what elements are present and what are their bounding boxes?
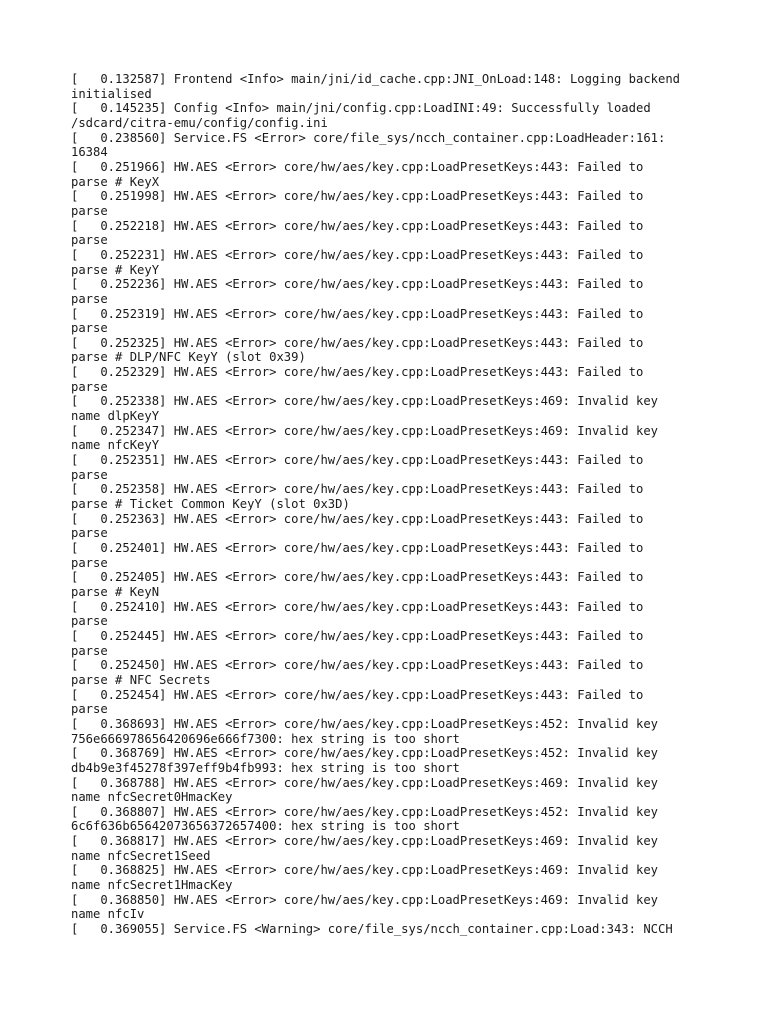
log-line: [ 0.368788] HW.AES <Error> core/hw/aes/key.cpp:LoadPresetKeys:469: Invalid key (71, 775, 658, 790)
log-line: parse # KeyN (71, 584, 160, 599)
log-line: parse (71, 614, 108, 629)
log-line: [ 0.252410] HW.AES <Error> core/hw/aes/key.cpp:LoadPresetKeys:443: Failed to (71, 599, 644, 614)
log-line: [ 0.252450] HW.AES <Error> core/hw/aes/key.cpp:LoadPresetKeys:443: Failed to (71, 658, 644, 673)
log-line: [ 0.368817] HW.AES <Error> core/hw/aes/key.cpp:LoadPresetKeys:469: Invalid key (71, 834, 658, 849)
log-line: [ 0.252405] HW.AES <Error> core/hw/aes/key.cpp:LoadPresetKeys:443: Failed to (71, 570, 644, 585)
log-line: name nfcSecret1Seed (71, 848, 211, 863)
log-line: [ 0.252401] HW.AES <Error> core/hw/aes/key.cpp:LoadPresetKeys:443: Failed to (71, 541, 644, 555)
log-line: [ 0.252338] HW.AES <Error> core/hw/aes/key.cpp:LoadPresetKeys:469: Invalid key (71, 394, 658, 409)
log-line: [ 0.252236] HW.AES <Error> core/hw/aes/key.cpp:LoadPresetKeys:443: Failed to (71, 277, 644, 292)
log-line: [ 0.252445] HW.AES <Error> core/hw/aes/key.cpp:LoadPresetKeys:443: Failed to (71, 628, 644, 643)
log-line: /sdcard/citra-emu/config/config.ini (71, 115, 328, 130)
log-line: initialised (71, 86, 152, 101)
log-line: [ 0.368693] HW.AES <Error> core/hw/aes/key.cpp:LoadPresetKeys:452: Invalid key (71, 716, 658, 731)
log-line: [ 0.251966] HW.AES <Error> core/hw/aes/key.cpp:LoadPresetKeys:443: Failed to (71, 159, 644, 174)
log-line: parse (71, 467, 108, 482)
log-line: parse (71, 702, 108, 717)
log-line: 16384 (71, 145, 108, 160)
log-line: db4b9e3f45278f397eff9b4fb993: hex string is too short (71, 760, 460, 775)
log-line: name nfcIv (71, 907, 145, 922)
log-line: [ 0.252454] HW.AES <Error> core/hw/aes/key.cpp:LoadPresetKeys:443: Failed to (71, 687, 644, 702)
log-line: [ 0.252358] HW.AES <Error> core/hw/aes/key.cpp:LoadPresetKeys:443: Failed to (71, 482, 644, 497)
log-line: [ 0.132587] Frontend <Info> main/jni/id_cache.cpp:JNI_OnLoad:148: Logging backend (71, 72, 681, 86)
log-line: parse (71, 526, 108, 541)
log-line: [ 0.252325] HW.AES <Error> core/hw/aes/key.cpp:LoadPresetKeys:443: Failed to (71, 335, 644, 350)
log-line: [ 0.252363] HW.AES <Error> core/hw/aes/key.cpp:LoadPresetKeys:443: Failed to (71, 511, 644, 526)
log-line: [ 0.238560] Service.FS <Error> core/file_sys/ncch_container.cpp:LoadHeader:161: (71, 130, 666, 145)
log-line: [ 0.252347] HW.AES <Error> core/hw/aes/key.cpp:LoadPresetKeys:469: Invalid key (71, 423, 658, 438)
log-line: parse (71, 291, 108, 306)
log-lines (71, 72, 711, 937)
log-line: parse # KeyX (71, 174, 160, 189)
log-line: [ 0.368769] HW.AES <Error> core/hw/aes/key.cpp:LoadPresetKeys:452: Invalid key (71, 746, 658, 761)
log-line: parse (71, 321, 108, 336)
log-line: 6c6f636b65642073656372657400: hex string is too short (71, 819, 460, 834)
log-line: parse (71, 203, 108, 218)
log-line: parse (71, 379, 108, 394)
log-line: [ 0.251998] HW.AES <Error> core/hw/aes/key.cpp:LoadPresetKeys:443: Failed to (71, 189, 644, 204)
log-line: parse (71, 233, 108, 248)
log-line: [ 0.252329] HW.AES <Error> core/hw/aes/key.cpp:LoadPresetKeys:443: Failed to (71, 365, 644, 380)
log-output (71, 72, 711, 937)
log-line: [ 0.252218] HW.AES <Error> core/hw/aes/key.cpp:LoadPresetKeys:443: Failed to (71, 218, 644, 233)
log-line: parse # Ticket Common KeyY (slot 0x3D) (71, 497, 350, 512)
log-line: [ 0.368807] HW.AES <Error> core/hw/aes/key.cpp:LoadPresetKeys:452: Invalid key (71, 804, 658, 819)
log-line: parse (71, 643, 108, 658)
log-line: [ 0.252319] HW.AES <Error> core/hw/aes/key.cpp:LoadPresetKeys:443: Failed to (71, 306, 644, 321)
log-line: parse # KeyY (71, 262, 160, 277)
log-line: 756e666978656420696e666f7300: hex string is too short (71, 731, 460, 746)
log-line: [ 0.369055] Service.FS <Warning> core/file_sys/ncch_container.cpp:Load:343: NCCH (71, 922, 673, 937)
log-line: [ 0.368850] HW.AES <Error> core/hw/aes/key.cpp:LoadPresetKeys:469: Invalid key (71, 892, 658, 907)
log-line: parse # NFC Secrets (71, 672, 211, 687)
log-line: [ 0.368825] HW.AES <Error> core/hw/aes/key.cpp:LoadPresetKeys:469: Invalid key (71, 863, 658, 878)
log-line: [ 0.145235] Config <Info> main/jni/config.cpp:LoadINI:49: Successfully loaded (71, 101, 651, 116)
log-line: name nfcKeyY (71, 438, 160, 453)
log-line: parse (71, 555, 108, 570)
log-line: parse # DLP/NFC KeyY (slot 0x39) (71, 350, 306, 365)
log-line: name dlpKeyY (71, 409, 160, 424)
log-line: [ 0.252231] HW.AES <Error> core/hw/aes/key.cpp:LoadPresetKeys:443: Failed to (71, 247, 644, 262)
log-line: name nfcSecret0HmacKey (71, 790, 233, 805)
log-line: [ 0.252351] HW.AES <Error> core/hw/aes/key.cpp:LoadPresetKeys:443: Failed to (71, 453, 644, 468)
log-line: name nfcSecret1HmacKey (71, 878, 233, 893)
